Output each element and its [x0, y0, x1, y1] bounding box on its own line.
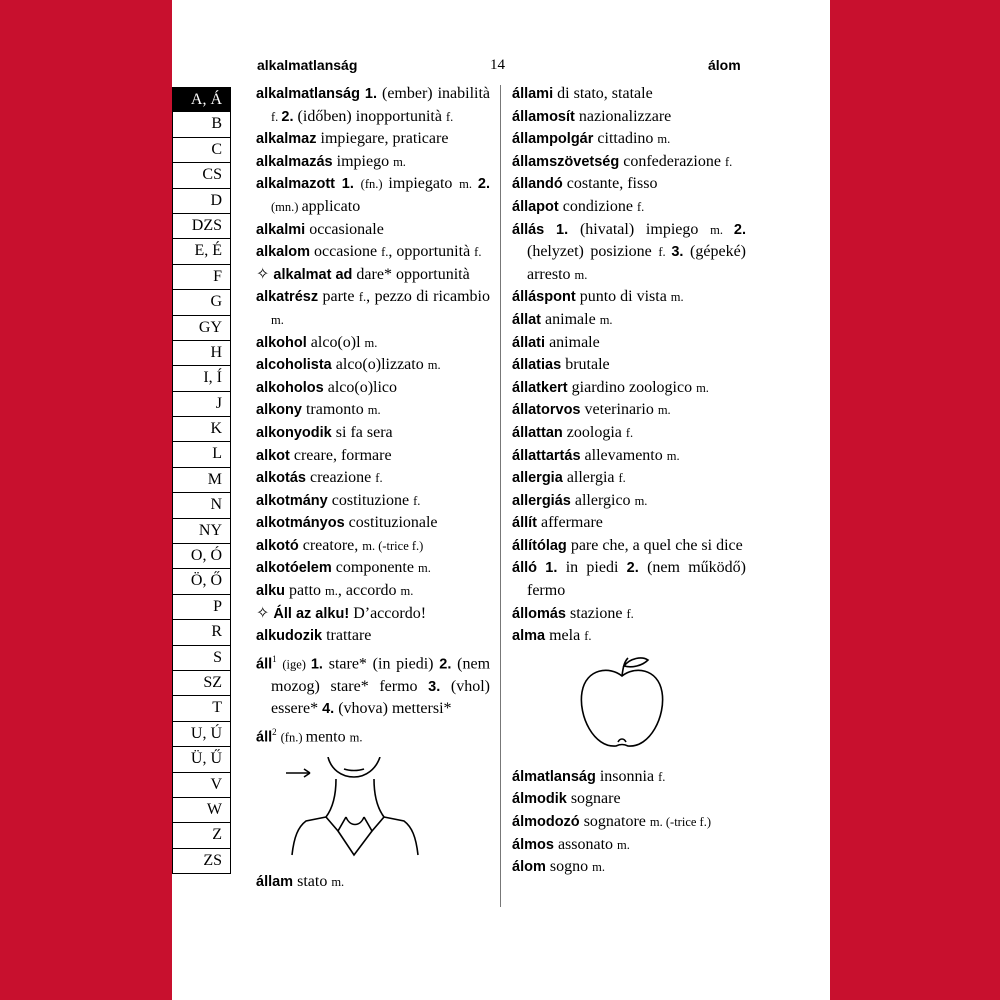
entry-text: creatore, [302, 536, 363, 554]
headword: alkotmányos [256, 515, 349, 532]
dictionary-entry [256, 721, 490, 749]
headword: alkotás [256, 470, 310, 487]
alphabet-tab[interactable]: P [172, 595, 231, 620]
alphabet-tab[interactable]: S [172, 646, 231, 671]
entry-text: insonnia [599, 767, 659, 785]
entry-text: f. [658, 769, 666, 784]
entry-text: parte [322, 288, 359, 306]
headword: áll [256, 729, 273, 746]
alphabet-tab[interactable]: I, Í [172, 366, 231, 391]
entry-text: allergia [566, 469, 619, 487]
entry-text: m. [617, 837, 630, 852]
dictionary-entry [512, 151, 746, 174]
alphabet-tab[interactable]: F [172, 265, 231, 290]
headword: alkalmi [256, 221, 310, 238]
entry-text: (hivatal) impiego [579, 220, 711, 238]
headword: álmodik [512, 791, 571, 808]
headword: alma [512, 628, 550, 645]
dictionary-entry [256, 151, 490, 174]
entry-text: assonato [557, 835, 618, 853]
alphabet-tab[interactable]: T [172, 696, 231, 721]
entry-text: occasione [314, 243, 382, 261]
entry-text: alco(o)l [310, 333, 365, 351]
headword: 3. [671, 244, 691, 261]
alphabet-tab[interactable]: SZ [172, 671, 231, 696]
entry-text: m. [271, 312, 284, 327]
alphabet-tab[interactable]: J [172, 392, 231, 417]
alphabet-tab[interactable]: DZS [172, 214, 231, 239]
alphabet-tab[interactable]: V [172, 773, 231, 798]
entry-text: m. [574, 267, 588, 282]
headword: államosít [512, 108, 579, 125]
dictionary-entry [256, 241, 490, 264]
dictionary-entry [256, 557, 490, 580]
headword: állítólag [512, 537, 571, 554]
entry-text: creare, formare [293, 446, 392, 464]
entry-text: animale [549, 333, 600, 351]
entry-text: f. [271, 109, 282, 124]
entry-text: creazione [310, 469, 376, 487]
alphabet-tab[interactable]: M [172, 468, 231, 493]
entry-text: m. [393, 154, 406, 169]
dictionary-entry [256, 422, 490, 445]
alphabet-tab[interactable]: GY [172, 316, 231, 341]
entry-text: alco(o)lizzato [335, 356, 428, 374]
headword: álláspont [512, 289, 580, 306]
entry-text: D’accordo! [353, 604, 427, 622]
right-column [512, 83, 746, 879]
entry-text: m. [364, 335, 378, 350]
entry-text: (nem működő) fermo [527, 559, 746, 600]
headword: alkonyodik [256, 424, 336, 441]
headword: állatkert [512, 379, 572, 396]
entry-text: costituzionale [348, 514, 438, 532]
entry-text: mento [305, 728, 350, 746]
entry-text: (ige) [282, 657, 311, 672]
dictionary-entry [512, 625, 746, 648]
entry-text: (fn.) [360, 177, 389, 192]
headword: Áll az alku! [273, 605, 354, 622]
headword: állam [256, 873, 298, 890]
dictionary-entry [512, 309, 746, 332]
entry-text: patto [289, 582, 326, 600]
entry-text: costante, fisso [566, 175, 658, 193]
alphabet-tab[interactable]: R [172, 620, 231, 645]
entry-text: 1 [272, 653, 277, 664]
headword: 2. [626, 560, 648, 577]
dictionary-entry [512, 490, 746, 513]
alphabet-tab[interactable]: H [172, 341, 231, 366]
entry-text: condizione [562, 197, 637, 215]
entry-text: (helyzet) posizione [527, 243, 659, 261]
entry-text: ✧ [256, 604, 274, 622]
dictionary-entry [512, 535, 746, 558]
headword: 3. [428, 678, 451, 695]
dictionary-entry [512, 512, 746, 535]
entry-text: (ember) inabilità [382, 85, 490, 102]
entry-text: f. [413, 493, 421, 508]
dictionary-entry [512, 106, 746, 129]
dictionary-entry [512, 422, 746, 445]
entry-text: dare* opportunità [356, 265, 470, 283]
entry-text: nazionalizzare [578, 107, 672, 125]
dictionary-entry [256, 490, 490, 513]
dictionary-entry [512, 399, 746, 422]
entry-text: ✧ [256, 265, 274, 283]
dictionary-entry [256, 648, 490, 721]
entry-text: applicato [301, 197, 361, 215]
headword: alkotóelem [256, 560, 336, 577]
dictionary-entry [512, 196, 746, 219]
entry-text: (gépeké) arresto [527, 243, 746, 283]
entry-text: f. [584, 629, 592, 644]
entry-text: m. [710, 222, 734, 237]
entry-text: m. [634, 493, 648, 508]
headword: álmos [512, 836, 558, 853]
headword: álom [512, 859, 550, 876]
headword: 2. [477, 176, 491, 193]
alphabet-tab[interactable]: O, Ó [172, 544, 231, 569]
alphabet-tab[interactable]: U, Ú [172, 722, 231, 747]
headword: állatorvos [512, 402, 585, 419]
entry-text: m. [459, 177, 478, 192]
headword: állampolgár [512, 131, 598, 148]
entry-text: m. [427, 358, 441, 373]
entry-text: , pezzo di ricambio [366, 288, 490, 306]
headword: álló 1. [512, 560, 566, 577]
entry-text: m. [349, 730, 363, 745]
entry-text: componente [335, 559, 418, 577]
dictionary-entry [512, 811, 746, 834]
headword: alkalmaz [256, 131, 321, 148]
entry-text: f. [625, 425, 634, 440]
dictionary-entry [256, 467, 490, 490]
headword: állandó [512, 176, 567, 193]
entry-text: f. [358, 290, 367, 305]
page-number: 14 [490, 57, 505, 73]
headword: alkalmazott 1. [256, 176, 361, 193]
entry-text: stare* (in piedi) [328, 655, 440, 673]
headword: állás 1. [512, 221, 580, 238]
headword: állapot [512, 198, 563, 215]
headword: alkudozik [256, 628, 327, 645]
dictionary-entry [256, 580, 490, 603]
entry-text: in piedi [565, 559, 627, 577]
dictionary-entry [256, 286, 490, 331]
headword: állattartás [512, 447, 585, 464]
headword: állati [512, 334, 550, 351]
entry-text: cittadino [597, 130, 658, 148]
headword: alkony [256, 402, 306, 419]
dictionary-entry [256, 219, 490, 242]
entry-text: f. [474, 245, 482, 260]
dictionary-entry [256, 264, 490, 287]
entry-text: m. [657, 132, 671, 147]
alphabet-tab[interactable]: K [172, 417, 231, 442]
dictionary-entry [256, 128, 490, 151]
alphabet-tab[interactable]: G [172, 290, 231, 315]
alphabet-tab[interactable]: B [172, 112, 231, 137]
alphabet-tab[interactable]: A, Á [172, 87, 231, 112]
headword: alkalom [256, 244, 315, 261]
entry-text: sognatore [583, 813, 650, 831]
dictionary-entry [256, 377, 490, 400]
dictionary-entry [512, 286, 746, 309]
headword: alkohol [256, 334, 311, 351]
headword: álmatlanság [512, 768, 600, 785]
dictionary-entry [256, 871, 490, 894]
entry-text: alco(o)lico [327, 378, 398, 396]
headword: alkalmazás [256, 153, 337, 170]
entry-text: allergico [574, 491, 635, 509]
dictionary-entry [512, 788, 746, 811]
entry-text: animale [545, 310, 600, 328]
dictionary-entry [512, 445, 746, 468]
headword: állat [512, 311, 546, 328]
dictionary-entry [512, 219, 746, 287]
entry-text: m. (-trice f.) [649, 815, 711, 830]
entry-text: allevamento [584, 446, 667, 464]
headword: allergiás [512, 492, 575, 509]
dictionary-entry [256, 173, 490, 218]
entry-text: m. [696, 380, 709, 395]
alphabet-tab[interactable]: Z [172, 823, 231, 848]
column-divider [500, 85, 501, 907]
entry-text: m. [592, 860, 605, 875]
headword: áll [256, 656, 273, 673]
entry-text: m. [417, 561, 431, 576]
headword: alkalmatlanság 1. [256, 86, 382, 102]
dictionary-entry [512, 377, 746, 400]
entry-text: f. [445, 109, 454, 124]
entry-text: , accordo [337, 582, 401, 600]
entry-text: impiegare, praticare [320, 130, 449, 148]
entry-text: impiegato [388, 175, 460, 193]
entry-text: confederazione [623, 152, 725, 170]
dictionary-entry [256, 445, 490, 468]
headword: alkotmány [256, 492, 332, 509]
entry-text: m. [331, 874, 345, 889]
alphabet-tab[interactable]: CS [172, 163, 231, 188]
entry-text: occasionale [309, 220, 384, 238]
dictionary-entry [512, 557, 746, 602]
alphabet-tab[interactable]: Ö, Ő [172, 569, 231, 594]
dictionary-entry [256, 332, 490, 355]
headword: 2. [439, 656, 458, 673]
entry-text: f. [724, 154, 733, 169]
alphabet-thumb-index [172, 87, 231, 874]
apple-illustration [572, 656, 672, 756]
entry-text: stazione [570, 604, 627, 622]
entry-text: f. [618, 471, 626, 486]
entry-text: (vhova) mettersi* [338, 700, 452, 718]
entry-text: (nem mozog) stare* fermo [271, 655, 491, 695]
headword: állít [512, 515, 542, 532]
headword: alku [256, 583, 290, 600]
headword: alkoholos [256, 379, 328, 396]
entry-text: punto di vista [579, 288, 671, 306]
dictionary-entry [512, 83, 746, 106]
headword: állatias [512, 357, 566, 374]
entry-text: m. [657, 403, 671, 418]
dictionary-entry [512, 856, 746, 879]
entry-text: f. [636, 199, 645, 214]
dictionary-entry [256, 354, 490, 377]
dictionary-entry [256, 512, 490, 535]
dictionary-entry [512, 766, 746, 789]
entry-text: m. [670, 290, 684, 305]
entry-text: tramonto [305, 401, 368, 419]
headword: 2. [281, 108, 298, 125]
entry-text: f. [375, 471, 383, 486]
entry-text: affermare [541, 514, 603, 532]
alphabet-tab[interactable]: D [172, 189, 231, 214]
entry-text: , opportunità [388, 243, 475, 261]
headword: állattan [512, 424, 567, 441]
entry-text: m. [400, 584, 414, 599]
entry-text: m. [325, 584, 338, 599]
headword: allergia [512, 470, 567, 487]
headword: államszövetség [512, 153, 624, 170]
entry-text: (fn.) [280, 730, 306, 745]
headword: 2. [733, 221, 746, 238]
entry-text: si fa sera [335, 423, 393, 441]
entry-text: m. (-trice f.) [362, 538, 424, 553]
entry-text: di stato, statale [557, 85, 653, 102]
dictionary-entry [256, 399, 490, 422]
alphabet-tab[interactable]: NY [172, 519, 231, 544]
entry-text: veterinario [584, 401, 658, 419]
dictionary-entry [256, 625, 490, 648]
header-guide-word-right: álom [708, 57, 741, 73]
alphabet-tab[interactable]: ZS [172, 849, 231, 874]
entry-text: (vhol) essere* [271, 677, 491, 718]
entry-text: (mn.) [271, 199, 302, 214]
headword: állami [512, 86, 558, 102]
entry-text: m. [666, 448, 680, 463]
headword: 4. [322, 701, 339, 718]
headword: alkot [256, 447, 294, 464]
entry-text: costituzione [331, 491, 414, 509]
entry-text: f. [626, 606, 634, 621]
dictionary-entry [512, 173, 746, 196]
entry-text: f. [658, 245, 672, 260]
headword: alcoholista [256, 357, 336, 374]
entry-text: m. [599, 312, 613, 327]
dictionary-entry [256, 535, 490, 558]
dictionary-entry [512, 603, 746, 626]
alphabet-tab[interactable]: L [172, 442, 231, 467]
entry-text: giardino zoologico [571, 378, 697, 396]
alphabet-tab[interactable]: N [172, 493, 231, 518]
dictionary-entry [512, 467, 746, 490]
dictionary-entry [256, 603, 490, 626]
alphabet-tab[interactable]: E, É [172, 239, 231, 264]
left-column [256, 83, 490, 893]
entry-text: f. [381, 245, 389, 260]
headword: alkotó [256, 537, 303, 554]
entry-text: sognare [570, 790, 621, 808]
dictionary-entry [512, 128, 746, 151]
dictionary-entry [512, 332, 746, 355]
dictionary-entry [512, 354, 746, 377]
headword: állomás [512, 605, 571, 622]
entry-text: brutale [565, 356, 610, 374]
alphabet-tab[interactable]: W [172, 798, 231, 823]
alphabet-tab[interactable]: C [172, 138, 231, 163]
headword: 1. [310, 656, 329, 673]
dictionary-entry [256, 83, 490, 128]
header-guide-word-left: alkalmatlanság [257, 57, 358, 73]
entry-text: trattare [326, 627, 372, 645]
neck-chin-illustration [286, 757, 426, 857]
headword: álmodozó [512, 814, 584, 831]
entry-text: 2 [272, 726, 277, 737]
alphabet-tab[interactable]: Ü, Ű [172, 747, 231, 772]
entry-text: stato [297, 872, 332, 890]
entry-text: pare che, a quel che si dice [570, 536, 743, 554]
entry-text: zoologia [566, 423, 626, 441]
headword: alkalmat ad [273, 266, 357, 283]
entry-text: m. [367, 403, 381, 418]
entry-text: mela [549, 627, 585, 645]
entry-text: impiego [336, 152, 394, 170]
dictionary-entry [512, 834, 746, 857]
entry-text: sogno [549, 858, 593, 876]
headword: alkatrész [256, 289, 323, 306]
entry-text: (időben) inopportunità [297, 107, 446, 125]
